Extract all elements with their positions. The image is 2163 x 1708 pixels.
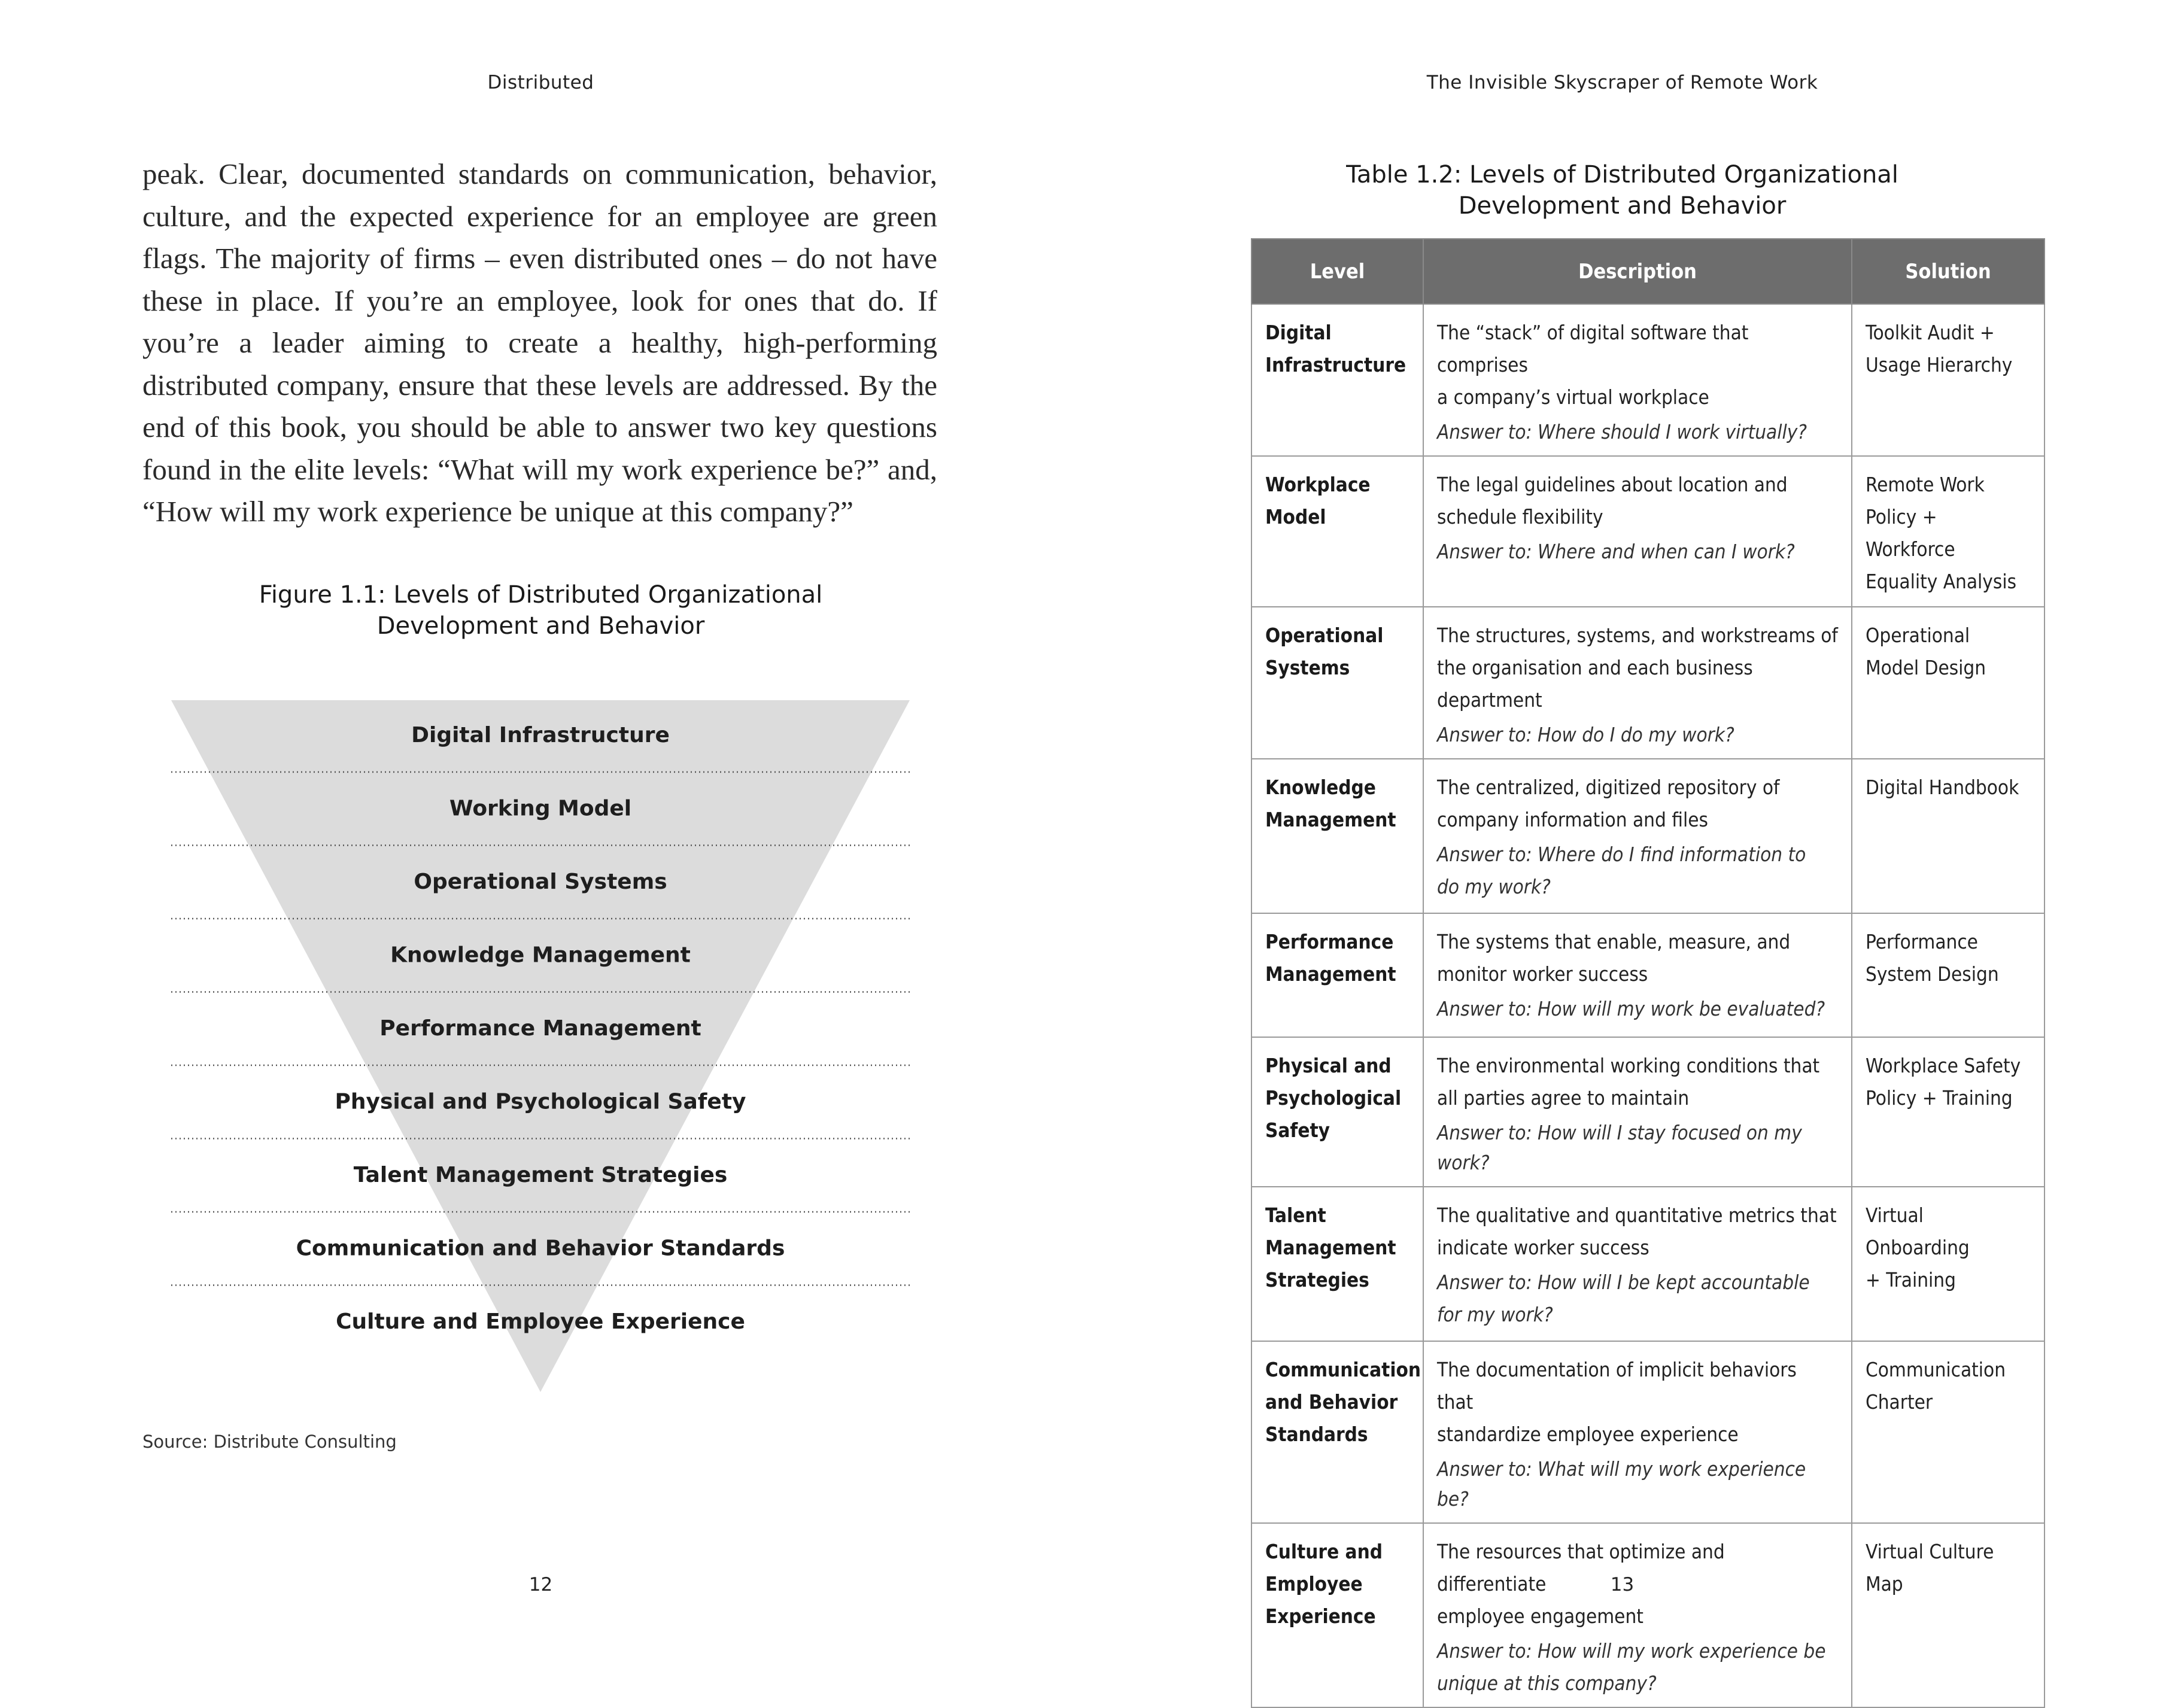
text-line: The qualitative and quantitative metrics that xyxy=(1437,1203,1837,1227)
funnel-level-label: Culture and Employee Experience xyxy=(336,1309,745,1334)
cell-solution xyxy=(1852,1037,2044,1187)
text-line: all parties agree to maintain xyxy=(1437,1086,1690,1110)
text-line: The resources that optimize and differentiate xyxy=(1437,1540,1725,1595)
answer-line: Answer to: How will my work experience be xyxy=(1437,1639,1826,1663)
answer-line: Answer to: How will I be kept accountable xyxy=(1437,1271,1810,1294)
text-line: Usage Hierarchy xyxy=(1866,353,2013,376)
text-line: Digital Handbook xyxy=(1866,776,2019,799)
cell-level xyxy=(1251,1341,1423,1523)
cell-solution xyxy=(1852,607,2044,759)
table-row xyxy=(1251,1523,2044,1707)
text-line: company information and files xyxy=(1437,808,1708,831)
funnel-level-label: Operational Systems xyxy=(414,870,667,894)
cell-level xyxy=(1251,1523,1423,1707)
answer-block xyxy=(1437,1454,1838,1514)
text-line: Safety xyxy=(1265,1119,1330,1142)
text-line: Virtual Onboarding xyxy=(1866,1203,1970,1259)
text-line: Talent xyxy=(1265,1203,1326,1227)
text-line: Strategies xyxy=(1265,1268,1369,1291)
cell-level xyxy=(1251,759,1423,913)
text-line: Performance xyxy=(1265,930,1394,953)
table-row xyxy=(1251,304,2044,456)
text-line: Management xyxy=(1265,1236,1396,1259)
text-line: Psychological xyxy=(1265,1086,1402,1110)
cell-level xyxy=(1251,1187,1423,1341)
text-line: + Training xyxy=(1866,1268,1956,1291)
text-line: Digital xyxy=(1265,321,1332,344)
levels-funnel-diagram xyxy=(0,0,1082,1654)
answer-line: Answer to: Where do I find information to xyxy=(1437,843,1806,866)
text-line: schedule flexibility xyxy=(1437,505,1603,528)
text-line: Virtual Culture Map xyxy=(1866,1540,1994,1595)
text-line: Physical and xyxy=(1265,1054,1392,1077)
text-line: Management xyxy=(1265,962,1396,986)
text-line: The legal guidelines about location and xyxy=(1437,473,1788,496)
cell-solution xyxy=(1852,1341,2044,1523)
text-line: The documentation of implicit behaviors that xyxy=(1437,1358,1797,1414)
table-row xyxy=(1251,607,2044,759)
text-line: standardize employee experience xyxy=(1437,1423,1739,1446)
text-line: Toolkit Audit + xyxy=(1866,321,1995,344)
text-line: Experience xyxy=(1265,1604,1376,1628)
answer-line: Answer to: How will my work be evaluated? xyxy=(1437,997,1825,1020)
cell-level xyxy=(1251,456,1423,607)
cell-description xyxy=(1423,304,1852,456)
cell-description xyxy=(1423,607,1852,759)
text-line: Operational xyxy=(1265,624,1384,647)
answer-line: unique at this company? xyxy=(1437,1671,1657,1695)
answer-block xyxy=(1437,417,1838,447)
text-line: indicate worker success xyxy=(1437,1236,1649,1259)
header-solution: Solution xyxy=(1852,239,2044,304)
text-line: Standards xyxy=(1265,1423,1368,1446)
answer-line: Answer to: What will my work experience be? xyxy=(1437,1457,1806,1511)
text-line: Communication xyxy=(1866,1358,2006,1381)
cell-description xyxy=(1423,913,1852,1037)
text-line: Performance xyxy=(1866,930,1978,953)
answer-block xyxy=(1437,720,1838,750)
text-line: Communication xyxy=(1265,1358,1421,1381)
text-line: Model xyxy=(1265,505,1326,528)
text-line: Workplace xyxy=(1265,473,1371,496)
answer-line: do my work? xyxy=(1437,875,1551,898)
text-line: monitor worker success xyxy=(1437,962,1648,986)
text-line: System Design xyxy=(1866,962,1999,986)
text-line: and Behavior xyxy=(1265,1390,1398,1414)
answer-block xyxy=(1437,994,1838,1024)
running-head-right: The Invisible Skyscraper of Remote Work xyxy=(1426,72,1818,93)
funnel-level-label: Communication and Behavior Standards xyxy=(296,1236,785,1261)
table-header-row xyxy=(1251,239,2044,304)
header-level: Level xyxy=(1251,239,1423,304)
text-line: Culture and xyxy=(1265,1540,1383,1563)
cell-description xyxy=(1423,1187,1852,1341)
answer-block xyxy=(1437,537,1838,567)
text-line: Equality Analysis xyxy=(1866,570,2017,593)
answer-block xyxy=(1437,1268,1838,1330)
text-line: Remote Work xyxy=(1866,473,1985,496)
cell-solution xyxy=(1852,456,2044,607)
running-head-left: Distributed xyxy=(487,72,594,93)
cell-level xyxy=(1251,304,1423,456)
cell-solution xyxy=(1852,1187,2044,1341)
table-title-line-1: Table 1.2: Levels of Distributed Organizational xyxy=(1346,161,1898,189)
text-line: Operational xyxy=(1866,624,1970,647)
table-row xyxy=(1251,913,2044,1037)
answer-block xyxy=(1437,840,1838,902)
table-row xyxy=(1251,1341,2044,1523)
levels-table xyxy=(1251,238,2045,1708)
text-line: The environmental working conditions that xyxy=(1437,1054,1820,1077)
text-line: Systems xyxy=(1265,656,1350,679)
cell-description xyxy=(1423,759,1852,913)
cell-description xyxy=(1423,456,1852,607)
answer-line: Answer to: Where should I work virtually? xyxy=(1437,420,1807,443)
text-line: the organisation and each business department xyxy=(1437,656,1753,712)
figure-title-line-1: Figure 1.1: Levels of Distributed Organizational xyxy=(259,581,823,609)
cell-solution xyxy=(1852,304,2044,456)
cell-solution xyxy=(1852,759,2044,913)
funnel-level-label: Performance Management xyxy=(379,1016,701,1041)
cell-level xyxy=(1251,1037,1423,1187)
funnel-level-label: Talent Management Strategies xyxy=(353,1163,728,1187)
cell-description xyxy=(1423,1037,1852,1187)
cell-solution xyxy=(1852,913,2044,1037)
cell-level xyxy=(1251,607,1423,759)
text-line: Policy + Workforce xyxy=(1866,505,1955,561)
table-body xyxy=(1251,304,2044,1707)
text-line: The centralized, digitized repository of xyxy=(1437,776,1780,799)
text-line: Management xyxy=(1265,808,1396,831)
header-description: Description xyxy=(1423,239,1852,304)
table-row xyxy=(1251,759,2044,913)
text-line: Knowledge xyxy=(1265,776,1376,799)
table-row xyxy=(1251,456,2044,607)
page-number-left: 12 xyxy=(528,1574,553,1595)
text-line: Charter xyxy=(1866,1390,1933,1414)
text-line: Infrastructure xyxy=(1265,353,1406,376)
funnel-level-label: Digital Infrastructure xyxy=(411,723,670,747)
page-number-right: 13 xyxy=(1610,1574,1635,1595)
figure-title-line-2: Development and Behavior xyxy=(376,612,705,640)
answer-block xyxy=(1437,1636,1838,1698)
figure-source: Source: Distribute Consulting xyxy=(142,1432,397,1452)
answer-line: Answer to: Where and when can I work? xyxy=(1437,540,1795,563)
table-title-line-2: Development and Behavior xyxy=(1458,192,1787,220)
answer-line: Answer to: How do I do my work? xyxy=(1437,723,1734,746)
cell-description xyxy=(1423,1341,1852,1523)
cell-level xyxy=(1251,913,1423,1037)
left-page xyxy=(0,0,1082,1654)
text-line: The “stack” of digital software that comprises xyxy=(1437,321,1749,376)
answer-line: Answer to: How will I stay focused on my work? xyxy=(1437,1121,1802,1174)
answer-line: for my work? xyxy=(1437,1303,1553,1326)
funnel-level-label: Working Model xyxy=(449,796,632,821)
table-row xyxy=(1251,1037,2044,1187)
table-row xyxy=(1251,1187,2044,1341)
text-line: Employee xyxy=(1265,1572,1363,1595)
cell-solution xyxy=(1852,1523,2044,1707)
text-line: Policy + Training xyxy=(1866,1086,2013,1110)
text-line: employee engagement xyxy=(1437,1604,1643,1628)
funnel-level-label: Knowledge Management xyxy=(390,943,691,968)
body-paragraph: peak. Clear, documented standards on communication, behavior, culture, and the expected experience for an employee are green flags. The majority of firms – even distributed ones – do not have these in place. If you’re an employee, look for ones that do. If you’re a leader aiming to create a healthy, high-performing distributed company, ensure that these levels are addressed. By the end of this book, you should be able to answer two key questions found in the elite levels: “What will my work experience be?” and, “How will my work experience be unique at this company?” xyxy=(142,157,937,528)
text-line: a company’s virtual workplace xyxy=(1437,385,1709,409)
text-line: Model Design xyxy=(1866,656,1986,679)
table-title xyxy=(1082,159,2163,221)
text-line: Workplace Safety xyxy=(1866,1054,2021,1077)
answer-block xyxy=(1437,1118,1838,1178)
cell-description xyxy=(1423,1523,1852,1707)
funnel-level-label: Physical and Psychological Safety xyxy=(335,1089,746,1114)
text-line: The systems that enable, measure, and xyxy=(1437,930,1791,953)
text-line: The structures, systems, and workstreams of xyxy=(1437,624,1838,647)
